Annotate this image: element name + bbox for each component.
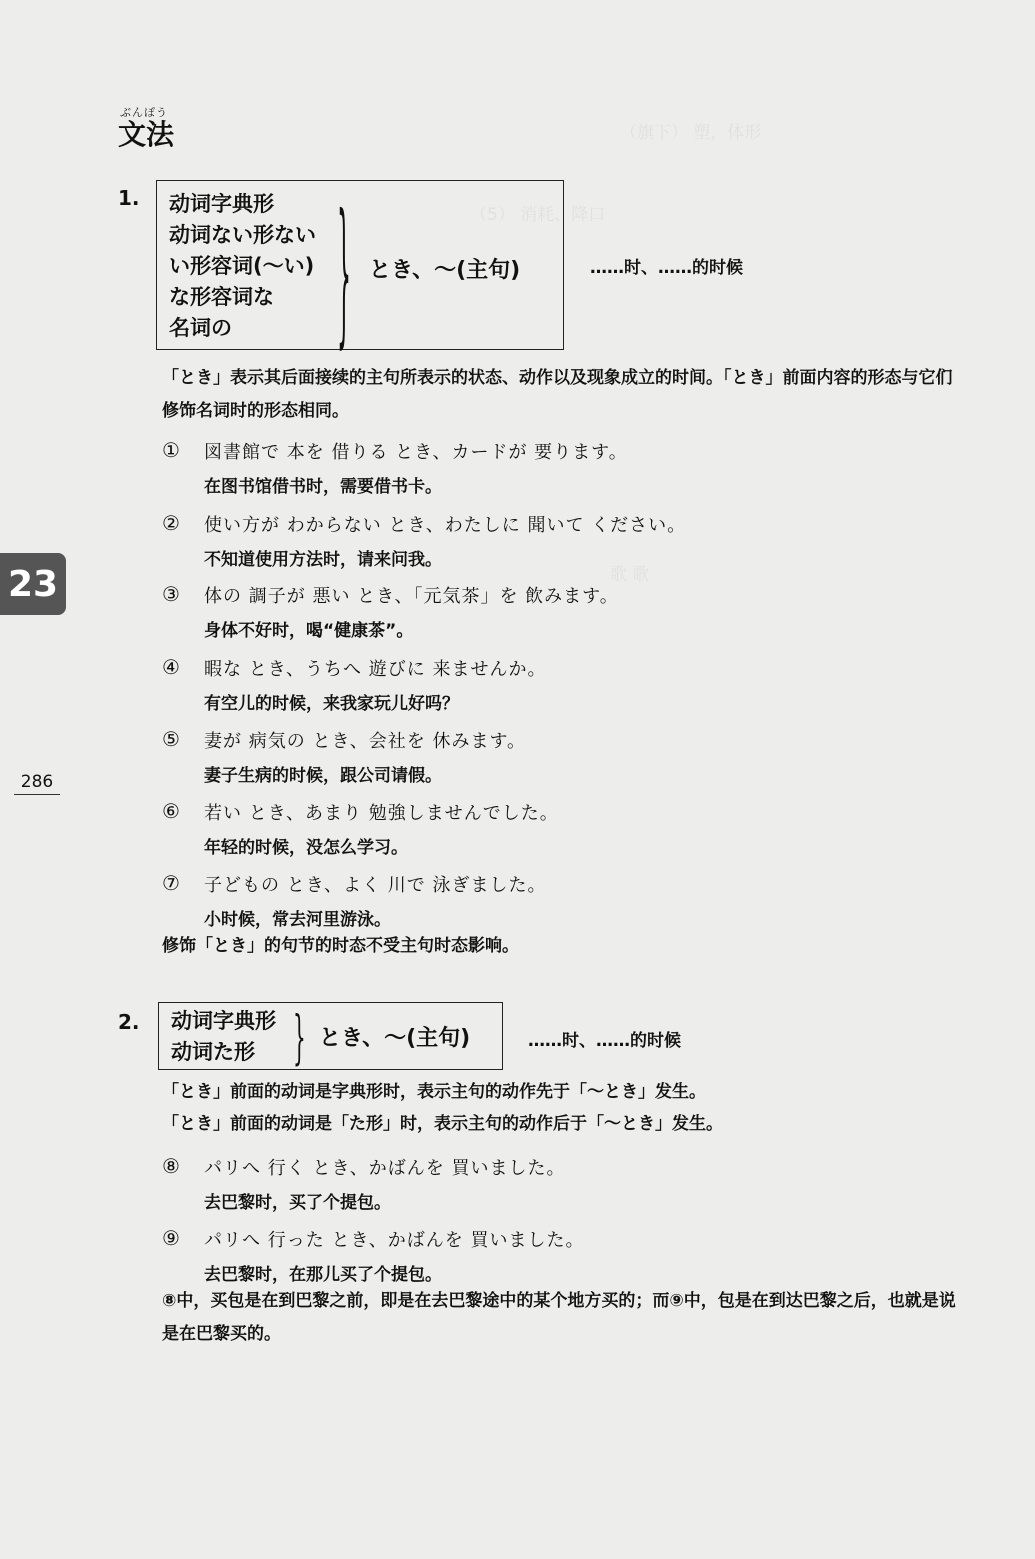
example-japanese: パリへ 行った とき、かばんを 買いました。 (204, 1230, 585, 1251)
example-chinese: 在图书馆借书时，需要借书卡。 (204, 477, 442, 497)
form-item: 名词の (169, 316, 232, 340)
section-1-meaning: ……时、……的时候 (590, 258, 743, 278)
show-through-text: （旗下） 塑，体形 (620, 123, 762, 143)
section-2-forms (171, 1006, 276, 1068)
section-1-forms (169, 189, 316, 344)
example-japanese: 若い とき、あまり 勉強しませんでした。 (204, 803, 559, 824)
example-number: ⑧ (162, 1154, 180, 1178)
example-japanese: パリへ 行く とき、かばんを 買いました。 (204, 1158, 566, 1179)
section-1-pattern-box (156, 180, 564, 365)
example-chinese: 不知道使用方法时，请来问我。 (204, 550, 442, 570)
heading-title: 文法 (118, 118, 175, 151)
section-2-pattern-box (158, 1002, 503, 1070)
section-1-note: 修饰「とき」的句节的时态不受主句时态影响。 (162, 936, 519, 956)
form-item: 动词字典形 (171, 1009, 276, 1033)
example-chinese: 小时候，常去河里游泳。 (204, 910, 391, 930)
section-2-toki: とき、〜(主句) (319, 1026, 471, 1051)
page-number: 286 (14, 772, 60, 795)
example-japanese: 体の 調子が 悪い とき、「元気茶」を 飲みます。 (204, 586, 619, 607)
section-2-meaning: ……时、……的时候 (528, 1031, 681, 1051)
section-2-number: 2. (118, 1010, 140, 1034)
example-number: ① (162, 438, 180, 462)
show-through-text: （5） 消耗、降口 (470, 205, 606, 225)
section-2-explanation-2: 「とき」前面的动词是「た形」时，表示主句的动作后于「〜とき」发生。 (162, 1114, 723, 1134)
example-chinese: 去巴黎时，在那儿买了个提包。 (204, 1265, 442, 1285)
example-chinese: 年轻的时候，没怎么学习。 (204, 838, 408, 858)
section-2-note: ⑧中，买包是在到巴黎之前，即是在去巴黎途中的某个地方买的；而⑨中，包是在到达巴黎之后，也就是说是在巴黎买的。 (162, 1291, 956, 1344)
form-item: い形容词(〜い) (169, 254, 315, 278)
section-2-explanation-1: 「とき」前面的动词是字典形时，表示主句的动作先于「〜とき」发生。 (162, 1082, 706, 1102)
chapter-tab: 23 (0, 553, 66, 615)
example-japanese: 子どもの とき、よく 川で 泳ぎました。 (204, 875, 547, 896)
right-brace-icon: } (293, 1005, 306, 1072)
show-through-text: 歌 歌 (610, 565, 650, 585)
example-chinese: 妻子生病的时候，跟公司请假。 (204, 766, 442, 786)
form-item: 动词た形 (171, 1040, 255, 1064)
right-brace-icon: } (337, 185, 351, 365)
example-number: ② (162, 511, 180, 535)
example-number: ③ (162, 582, 180, 606)
example-japanese: 図書館で 本を 借りる とき、カードが 要ります。 (204, 442, 628, 463)
example-number: ⑨ (162, 1226, 180, 1250)
heading-ruby: ぶんぽう (120, 106, 168, 119)
example-number: ⑥ (162, 799, 180, 823)
example-japanese: 使い方が わからない とき、わたしに 聞いて ください。 (204, 515, 687, 536)
section-1-explanation: 「とき」表示其后面接续的主句所表示的状态、动作以及现象成立的时间。「とき」前面内容的形态与它们修饰名词时的形态相同。 (162, 368, 953, 421)
example-chinese: 身体不好时，喝“健康茶”。 (204, 621, 414, 641)
example-number: ④ (162, 655, 180, 679)
form-item: 动词ない形ない (169, 223, 316, 247)
example-chinese: 去巴黎时，买了个提包。 (204, 1193, 391, 1213)
example-japanese: 暇な とき、うちへ 遊びに 来ませんか。 (204, 659, 547, 680)
form-item: な形容词な (169, 285, 274, 309)
example-chinese: 有空儿的时候，来我家玩儿好吗？ (204, 694, 459, 714)
example-number: ⑤ (162, 727, 180, 751)
section-heading (118, 104, 174, 150)
section-1-toki: とき、〜(主句) (369, 258, 521, 283)
example-japanese: 妻が 病気の とき、会社を 休みます。 (204, 731, 527, 752)
form-item: 动词字典形 (169, 192, 274, 216)
example-number: ⑦ (162, 871, 180, 895)
section-1-number: 1. (118, 186, 140, 210)
